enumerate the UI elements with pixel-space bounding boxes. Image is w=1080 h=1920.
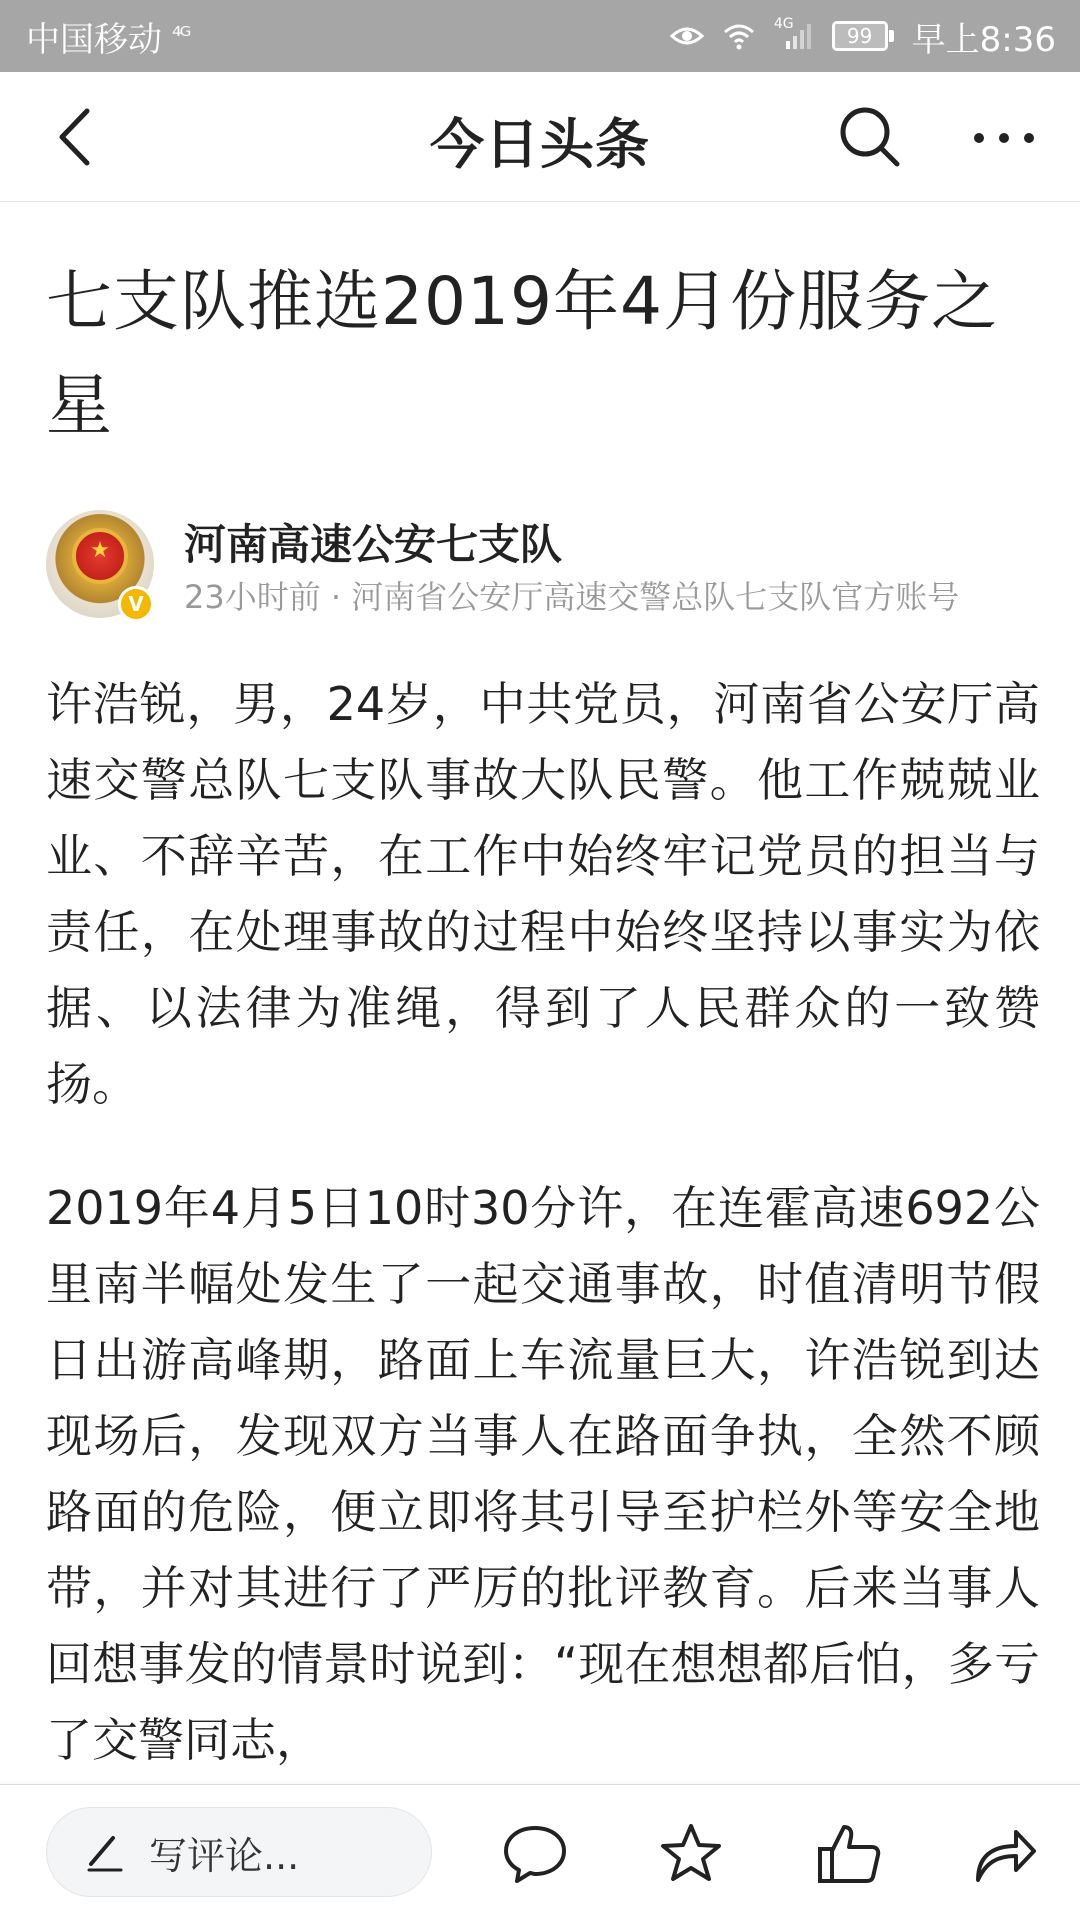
app-title: 今日头条 xyxy=(430,113,650,176)
share-button[interactable] xyxy=(970,1819,1040,1889)
search-icon xyxy=(838,105,902,169)
battery-icon xyxy=(832,21,894,51)
article-title: 七支队推选2019年4月份服务之星 xyxy=(46,263,998,444)
signal-hd-icon: ⁴ᴳ xyxy=(172,22,190,50)
status-bar-right xyxy=(670,12,1056,61)
clock: 早上8:36 xyxy=(911,19,1056,60)
bottom-action-bar xyxy=(0,1784,1080,1920)
like-icon xyxy=(816,1821,882,1887)
star-icon xyxy=(658,1822,724,1886)
favorite-button[interactable] xyxy=(656,1819,726,1889)
verified-badge: V xyxy=(118,586,154,622)
article-paragraph: 2019年4月5日10时30分许，在连霍高速692公里南半幅处发生了一起交通事故，时值清明节假日出游高峰期，路面上车流量巨大，许浩锐到达现场后，发现双方当事人在路面争执，全然不顾路面的危险，便立即将其引导至护栏外等安全地带，并对其进行了严厉的批评教育。后来当事人回想事发的情景时说到：“现在想想都后怕，多亏了交警同志， xyxy=(46,1181,1040,1767)
share-icon xyxy=(972,1824,1038,1884)
author-meta: 23小时前 · 河南省公安厅高速交警总队七支队官方账号 xyxy=(184,578,960,616)
comment-icon xyxy=(502,1823,568,1885)
police-emblem-icon: ★ xyxy=(72,528,128,584)
comment-placeholder: 写评论... xyxy=(149,1833,300,1878)
more-icon xyxy=(972,131,1036,145)
search-button[interactable] xyxy=(838,105,902,169)
like-button[interactable] xyxy=(814,1819,884,1889)
author-name[interactable]: 河南高速公安七支队 xyxy=(184,520,563,569)
comment-input[interactable] xyxy=(46,1807,432,1897)
cell-signal-icon xyxy=(774,16,814,56)
network-type: 4G xyxy=(773,16,794,32)
pen-icon xyxy=(83,1830,127,1874)
status-bar xyxy=(0,0,1080,72)
carrier-name: 中国移动 xyxy=(26,19,162,60)
author-info[interactable] xyxy=(46,510,1036,620)
more-button[interactable] xyxy=(968,108,1040,168)
article-paragraph: 许浩锐，男，24岁，中共党员，河南省公安厅高速交警总队七支队事故大队民警。他工作兢兢业业、不辞辛苦，在工作中始终牢记党员的担当与责任，在处理事故的过程中始终坚持以事实为依据、以法律为准绳，得到了人民群众的一致赞扬。 xyxy=(46,677,1040,1111)
app-header xyxy=(0,72,1080,202)
battery-level: 99 xyxy=(846,24,873,48)
comment-button[interactable] xyxy=(500,1819,570,1889)
wifi-icon xyxy=(722,16,756,56)
status-bar-left xyxy=(26,12,189,61)
eye-comfort-icon xyxy=(670,16,704,56)
